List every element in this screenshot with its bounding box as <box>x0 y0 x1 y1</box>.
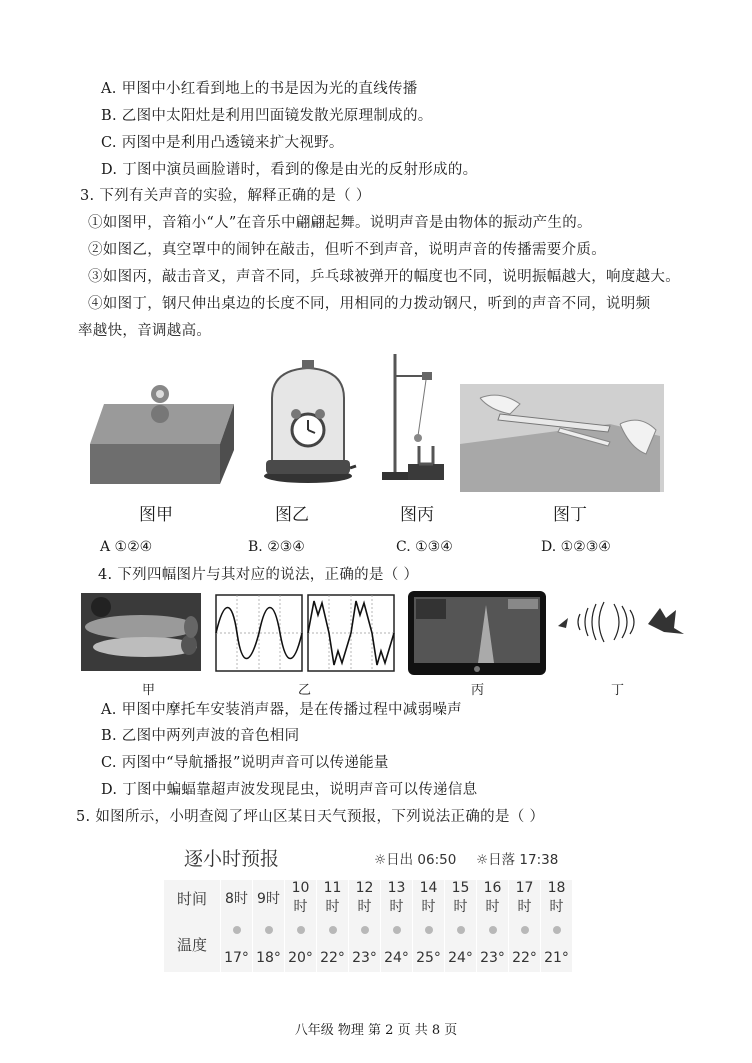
temp-cell: 25° <box>413 944 445 972</box>
q4-option-d: D. 丁图中蝙蝠靠超声波发现昆虫，说明声音可以传递信息 <box>101 782 478 798</box>
figure-ding-ruler <box>460 384 664 492</box>
weather-icon <box>297 926 305 934</box>
weather-icon <box>393 926 401 934</box>
temp-cell: 18° <box>253 944 285 972</box>
temp-cell: 21° <box>541 944 573 972</box>
hour-cell: 11时 <box>317 880 349 916</box>
hour-cell: 16时 <box>477 880 509 916</box>
hour-cell: 14时 <box>413 880 445 916</box>
q4-caption-ding: 丁 <box>611 683 625 698</box>
temp-cell: 23° <box>349 944 381 972</box>
figure-yi-caption: 图乙 <box>275 505 309 525</box>
temp-cell: 17° <box>221 944 253 972</box>
hour-cell: 18时 <box>541 880 573 916</box>
sun-icon: ☼ <box>374 852 387 868</box>
temp-cell: 22° <box>509 944 541 972</box>
weather-icon <box>425 926 433 934</box>
q4-option-a: A. 甲图中摩托车安装消声器，是在传播过程中减弱噪声 <box>101 702 462 718</box>
q3-answer-a: A ①②④ <box>100 539 153 555</box>
figure-jia-motorcycle-muffler <box>81 593 201 671</box>
hour-cell: 10时 <box>285 880 317 916</box>
temp-cell: 20° <box>285 944 317 972</box>
weather-icon <box>457 926 465 934</box>
weather-icon <box>361 926 369 934</box>
hour-cell: 17时 <box>509 880 541 916</box>
time-label: 时间 <box>176 889 207 908</box>
q4-option-c: C. 丙图中“导航播报”说明声音可以传递能量 <box>101 755 389 771</box>
hour-cell: 9时 <box>253 880 285 916</box>
figure-yi-bell-jar <box>258 358 358 484</box>
hour-cell: 12时 <box>349 880 381 916</box>
q3-statement-2: ②如图乙，真空罩中的闹钟在敲击，但听不到声音，说明声音的传播需要介质。 <box>88 242 606 258</box>
q4-caption-yi: 乙 <box>298 683 312 698</box>
q2-option-c: C. 丙图中是利用凸透镜来扩大视野。 <box>101 135 344 151</box>
weather-icon <box>489 926 497 934</box>
weather-icon <box>265 926 273 934</box>
q3-answer-c: C. ①③④ <box>396 539 453 555</box>
q4-caption-bing: 丙 <box>471 683 485 698</box>
sunrise-info: ☼日出 06:50 <box>374 852 457 868</box>
page-footer: 八年级 物理 第 2 页 共 8 页 <box>294 1023 458 1038</box>
weather-icon <box>233 926 241 934</box>
weather-forecast-panel <box>162 838 596 970</box>
weather-icon <box>553 926 561 934</box>
q3-statement-1: ①如图甲，音箱小“人”在音乐中翩翩起舞。说明声音是由物体的振动产生的。 <box>88 215 592 231</box>
hourly-table <box>164 880 572 972</box>
q2-option-a: A. 甲图中小红看到地上的书是因为光的直线传播 <box>101 81 418 97</box>
figure-jia-speaker <box>84 372 244 490</box>
temperature-label: 温度 <box>176 935 207 954</box>
q4-option-b: B. 乙图中两列声波的音色相同 <box>101 728 300 744</box>
figure-jia-caption: 图甲 <box>139 505 173 525</box>
q4-caption-jia: 甲 <box>142 683 156 698</box>
q3-statement-3: ③如图丙，敲击音叉，声音不同，乒乓球被弹开的幅度也不同，说明振幅越大，响度越大。 <box>88 269 680 285</box>
q2-option-b: B. 乙图中太阳灶是利用凹面镜发散光原理制成的。 <box>101 108 433 124</box>
q2-option-d: D. 丁图中演员画脸谱时，看到的像是由光的反射形成的。 <box>101 162 478 178</box>
weather-title: 逐小时预报 <box>184 848 280 870</box>
figure-ding-bat-ultrasound <box>556 596 688 646</box>
figure-bing-caption: 图丙 <box>400 505 434 525</box>
sunset-icon: ☼ <box>476 852 489 868</box>
hour-cell: 8时 <box>221 880 253 916</box>
temp-cell: 24° <box>381 944 413 972</box>
q3-stem: 3. 下列有关声音的实验，解释正确的是（ ） <box>80 188 371 204</box>
hour-cell: 13时 <box>381 880 413 916</box>
figure-yi-waveforms <box>214 593 396 673</box>
weather-icon <box>329 926 337 934</box>
q3-statement-4: ④如图丁，钢尺伸出桌边的长度不同，用相同的力拨动钢尺，听到的声音不同，说明频 <box>88 296 651 312</box>
q4-stem: 4. 下列四幅图片与其对应的说法，正确的是（ ） <box>98 567 419 583</box>
temp-cell: 24° <box>445 944 477 972</box>
q3-answer-b: B. ②③④ <box>248 539 305 555</box>
figure-ding-caption: 图丁 <box>553 505 587 525</box>
hour-cell: 15时 <box>445 880 477 916</box>
q5-stem: 5. 如图所示，小明查阅了坪山区某日天气预报，下列说法正确的是（ ） <box>76 809 545 825</box>
temp-cell: 22° <box>317 944 349 972</box>
weather-icon <box>521 926 529 934</box>
figure-bing-tuning-fork <box>378 350 448 486</box>
temp-cell: 23° <box>477 944 509 972</box>
q3-answer-d: D. ①②③④ <box>541 539 611 555</box>
q3-statement-4-cont: 率越快，音调越高。 <box>78 323 212 339</box>
sunset-info: ☼日落 17:38 <box>476 852 559 868</box>
figure-bing-navigation <box>408 591 546 675</box>
